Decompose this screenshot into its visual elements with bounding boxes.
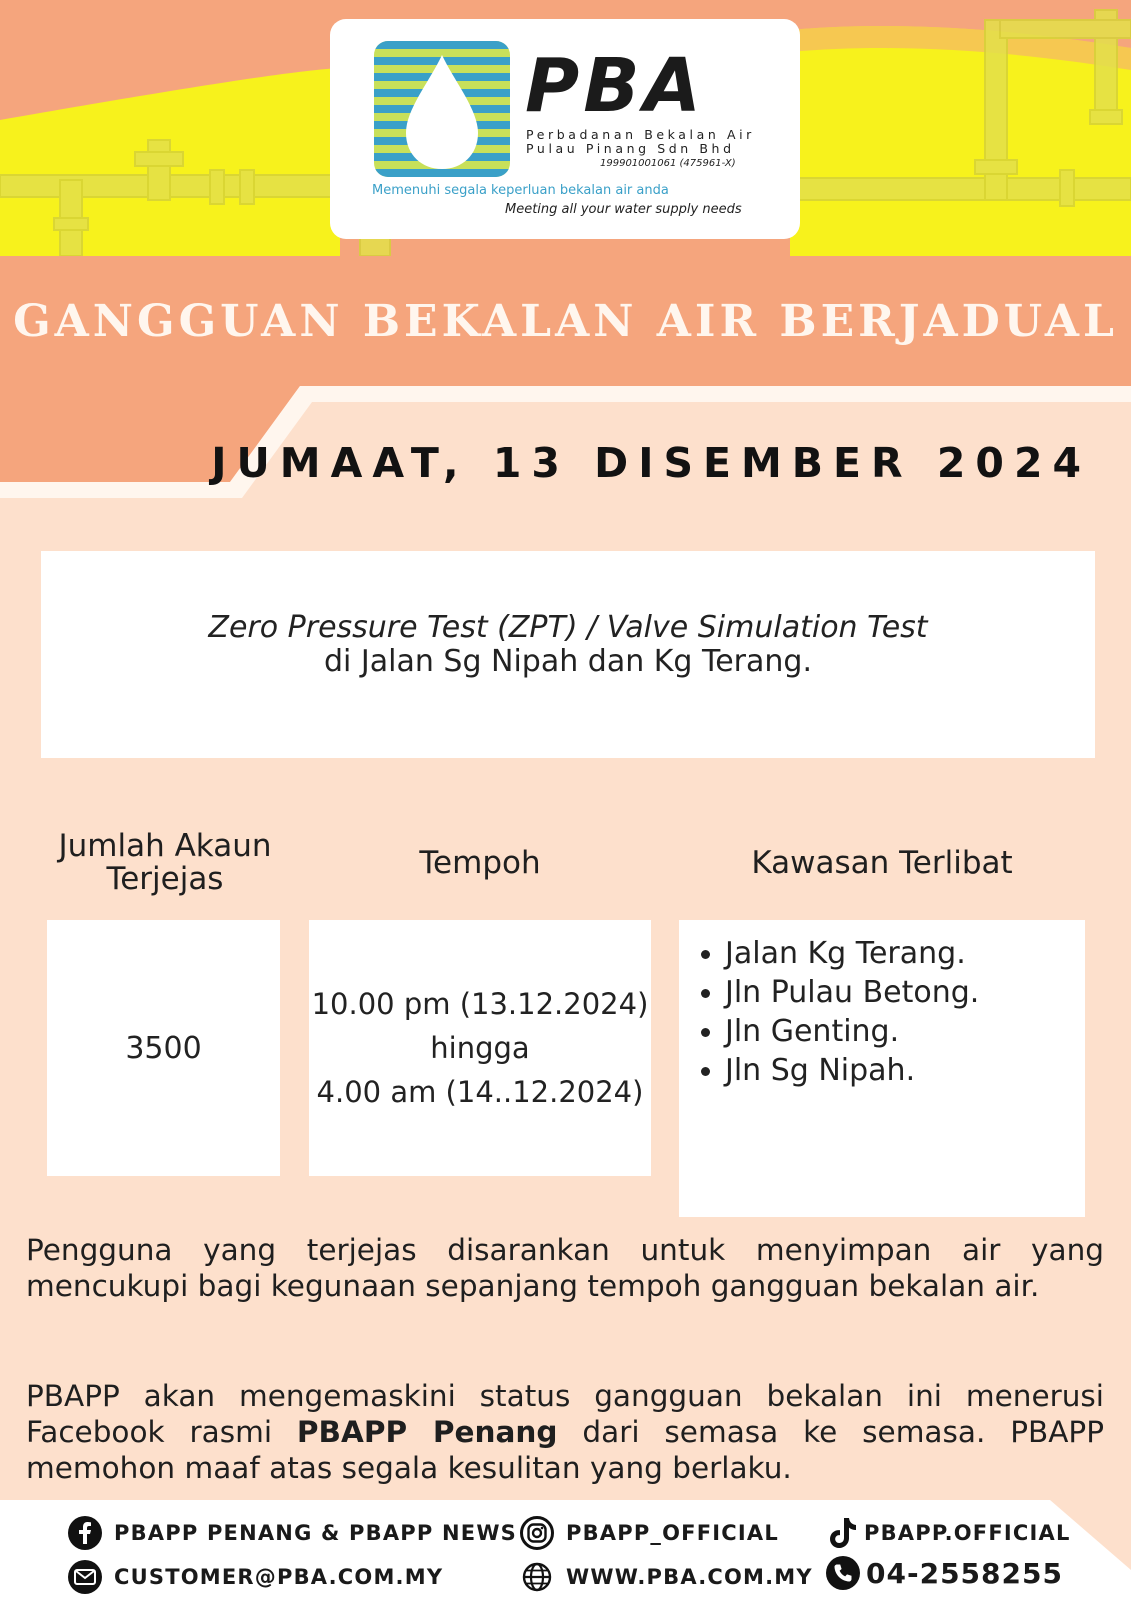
accounts-header [40,830,290,896]
facebook-page-name: PBAPP Penang [296,1415,558,1449]
tiktok-contact[interactable] [826,1516,1071,1550]
header-banner [0,0,1131,256]
phone-number: 04-2558255 [866,1556,1063,1590]
phone-contact[interactable] [826,1556,1063,1590]
facebook-contact[interactable] [68,1516,517,1550]
instagram-contact[interactable] [520,1516,779,1550]
registration-number: 199901001061 (475961-X) [600,158,736,169]
accounts-header-line1: Jumlah Akaun [58,828,272,864]
area-item: Jln Sg Nipah. [697,1051,1085,1090]
tiktok-handle: PBAPP.OFFICIAL [864,1521,1071,1545]
email-contact[interactable] [68,1560,443,1594]
description-line1: Zero Pressure Test (ZPT) / Valve Simulation Test [208,610,928,645]
advice-paragraph: Pengguna yang terjejas disarankan untuk menyimpan air yang mencukupi bagi kegunaan sepanjang tempoh gangguan bekalan air. [26,1233,1104,1303]
period-header: Tempoh [419,845,541,881]
areas-header: Kawasan Terlibat [751,845,1013,881]
accounts-header-line2: Terjejas [106,861,224,897]
email-address: CUSTOMER@PBA.COM.MY [114,1565,444,1589]
tagline-english: Meeting all your water supply needs [505,202,742,217]
globe-icon [520,1560,554,1594]
notice-title: GANGGUAN BEKALAN AIR BERJADUAL [13,296,1118,347]
pba-wordmark: PBA [525,43,705,129]
areas-cell [679,920,1085,1217]
water-drop-icon [374,41,510,177]
facebook-handle: PBAPP PENANG & PBAPP NEWS [114,1521,518,1545]
pba-logo-card [330,19,800,239]
areas-list [697,934,1085,1090]
phone-icon [826,1556,860,1590]
description-line2: di Jalan Sg Nipah dan Kg Terang. [323,644,812,679]
update-text-start: PBAPP akan mengemaskini status gangguan bekalan ini menerusi Facebook rasmi [26,1379,1104,1449]
accounts-cell [47,920,280,1176]
company-name-line2: Pulau Pinang Sdn Bhd [526,141,735,156]
instagram-icon [520,1516,554,1550]
description-box [41,551,1095,758]
period-separator: hingga [430,1031,530,1065]
company-name-line1: Perbadanan Bekalan Air [526,127,755,142]
website-url: WWW.PBA.COM.MY [566,1565,813,1589]
area-item: Jln Genting. [697,1012,1085,1051]
period-cell [309,920,651,1176]
update-text-end: dari semasa ke semasa. PBAPP memohon maaf atas segala kesulitan yang berlaku. [26,1415,1105,1485]
accounts-value: 3500 [125,1030,202,1066]
period-end: 4.00 am (14..12.2024) [316,1075,644,1109]
area-item: Jalan Kg Terang. [697,934,1085,973]
facebook-icon [68,1516,102,1550]
area-item: Jln Pulau Betong. [697,973,1085,1012]
tagline-malay: Memenuhi segala keperluan bekalan air anda [372,183,669,198]
contact-footer [0,1500,1131,1600]
tiktok-icon [826,1516,860,1550]
update-paragraph [26,1378,1104,1486]
period-start: 10.00 pm (13.12.2024) [311,987,649,1021]
instagram-handle: PBAPP_OFFICIAL [566,1521,779,1545]
website-contact[interactable] [520,1560,813,1594]
notice-date: JUMAAT, 13 DISEMBER 2024 [211,439,1091,487]
email-icon [68,1560,102,1594]
